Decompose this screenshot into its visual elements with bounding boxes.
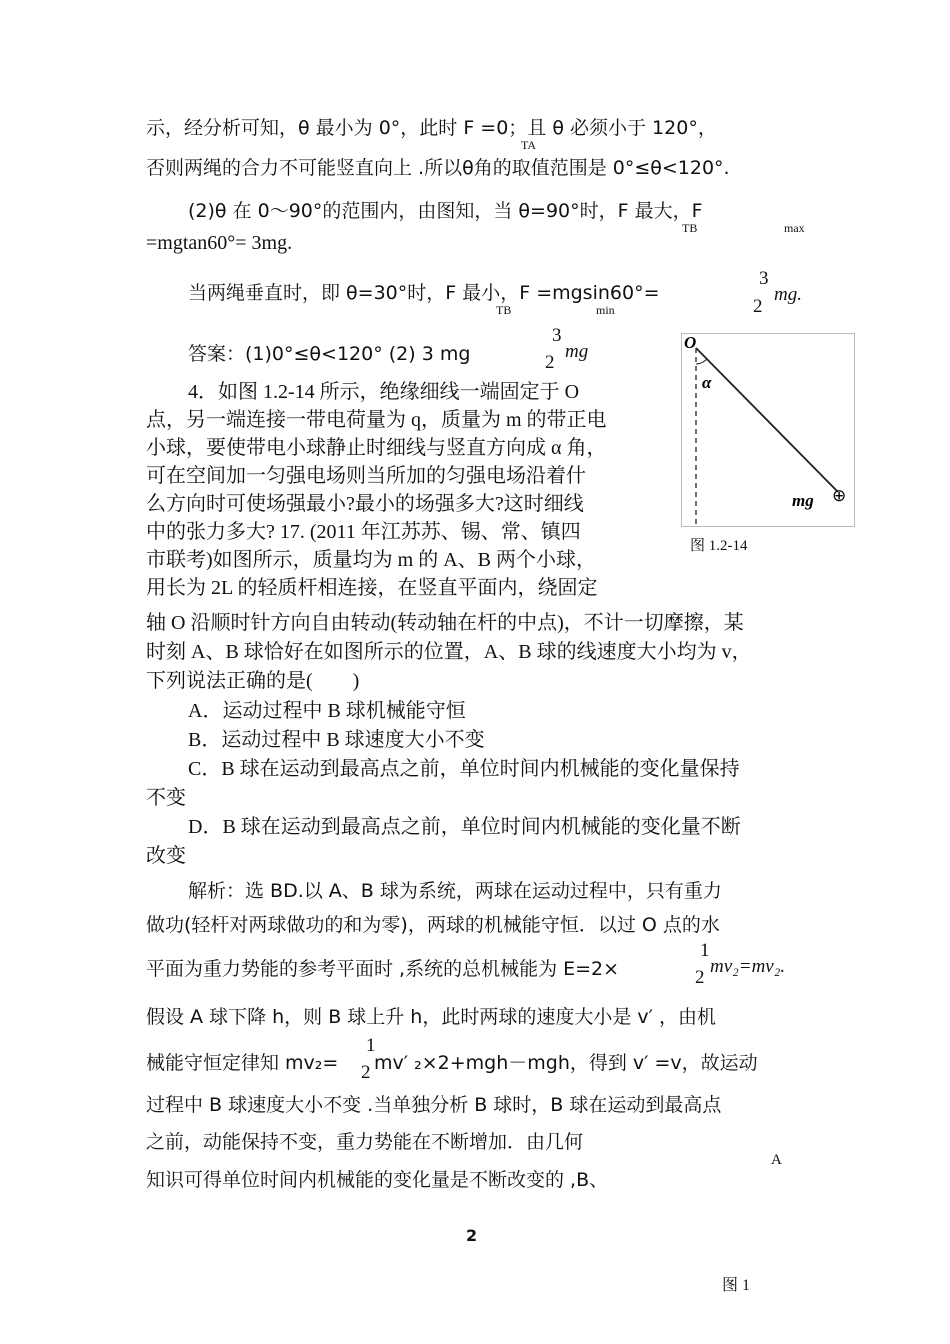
page-number: 2 [466,1226,478,1245]
figure-caption: 图 1.2-14 [690,538,748,554]
para1-line2: 否则两绳的合力不可能竖直向上 .所以θ角的取值范围是 0°≤θ<120°. [146,157,730,179]
answer-frac-num: 3 [552,325,562,346]
charge-icon: ⊕ [832,486,847,506]
solution-line3-frac-den: 2 [695,967,705,988]
solution-line3-tail: mv₂=mv₂. [710,956,786,977]
answer-tail: mg [565,341,589,362]
option-d-line1: D．B 球在运动到最高点之前，单位时间内机械能的变化量不断 [188,816,741,838]
para1-line1: 示，经分析可知，θ 最小为 0°，此时 F =0；且 θ 必须小于 120°， [146,117,717,139]
para3-line1: 当两绳垂直时，即 θ=30°时，F 最小，F =mgsin60°= [188,282,660,304]
para3-frac-num: 3 [759,268,769,289]
solution-line7: 之前，动能保持不变，重力势能在不断增加．由几何 [146,1131,584,1153]
option-c-line2: 不变 [146,787,186,809]
problem4-line2: 点，另一端连接一带电荷量为 q，质量为 m 的带正电 [146,409,607,431]
option-d-line2: 改变 [146,845,186,867]
option-c-line1: C．B 球在运动到最高点之前，单位时间内机械能的变化量保持 [188,758,740,780]
solution-line5-frac-num: 1 [366,1035,376,1056]
para3-sub-tb: TB [496,303,512,317]
para1-subscript: TA [521,138,537,152]
option-b: B．运动过程中 B 球速度大小不变 [188,729,485,751]
para2-sub-tb: TB [682,221,698,235]
para3-sub-min: min [596,303,615,317]
label-o: O [684,334,697,352]
solution-line3-frac-num: 1 [700,940,710,961]
angle-arc [696,359,707,364]
solution-line5b: mv′ ₂×2+mgh－mgh，得到 v′ =v，故运动 [374,1052,758,1074]
problem4-line7: 市联考)如图所示，质量均为 m 的 A、B 两个小球， [146,549,596,571]
problem4-line5: 么方向时可使场强最小?最小的场强多大?这时细线 [146,493,584,515]
para2-line1: (2)θ 在 0～90°的范围内，由图知，当 θ=90°时，F 最大，F [188,200,703,222]
label-a: A [771,1152,782,1168]
para3-frac-den: 2 [753,296,763,317]
problem4-line4: 可在空间加一匀强电场则当所加的匀强电场沿着什 [146,465,586,487]
option-a: A．运动过程中 B 球机械能守恒 [188,700,466,722]
solution-line2: 做功(轻杆对两球做功的和为零)，两球的机械能守恒．以过 O 点的水 [146,914,720,936]
label-mg: mg [792,491,814,510]
problem4-line6: 中的张力多大? 17. (2011 年江苏苏、锡、常、镇四 [146,521,581,543]
solution-line6: 过程中 B 球速度大小不变 .当单独分析 B 球时，B 球在运动到最高点 [146,1094,722,1116]
problem4-line11: 下列说法正确的是( ) [146,670,360,692]
answer-frac-den: 2 [545,352,555,373]
problem4-line9: 轴 O 沿顺时针方向自由转动(转动轴在杆的中点)，不计一切摩擦，某 [146,612,744,634]
solution-line8: 知识可得单位时间内机械能的变化量是不断改变的 ,B、 [146,1169,609,1191]
problem4-line1: 4．如图 1.2-14 所示，绝缘细线一端固定于 O [188,381,580,403]
para2-line2: =mgtan60°= 3mg. [146,232,293,254]
solution-line4: 假设 A 球下降 h，则 B 球上升 h，此时两球的速度大小是 v′ ，由机 [146,1006,716,1028]
solution-line1: 解析：选 BD.以 A、B 球为系统，两球在运动过程中，只有重力 [188,880,722,902]
answer-line: 答案：(1)0°≤θ<120° (2) 3 mg [188,343,471,365]
solution-line5-frac-den: 2 [361,1062,371,1083]
para3-tail: mg. [774,284,802,305]
problem4-line10: 时刻 A、B 球恰好在如图所示的位置，A、B 球的线速度大小均为 v， [146,641,752,663]
problem4-line8: 用长为 2L 的轻质杆相连接，在竖直平面内，绕固定 [146,577,598,599]
para2-sub-max: max [784,221,805,235]
pendulum-diagram [682,334,854,526]
figure1-label: 图 1 [722,1277,751,1294]
pendulum-figure [681,333,855,527]
solution-line5a: 械能守恒定律知 mv₂= [146,1052,339,1074]
label-alpha: α [702,373,712,392]
solution-line3: 平面为重力势能的参考平面时 ,系统的总机械能为 E=2× [146,958,620,980]
string-line [696,348,838,492]
problem4-line3: 小球，要使带电小球静止时细线与竖直方向成 α 角， [146,437,607,459]
